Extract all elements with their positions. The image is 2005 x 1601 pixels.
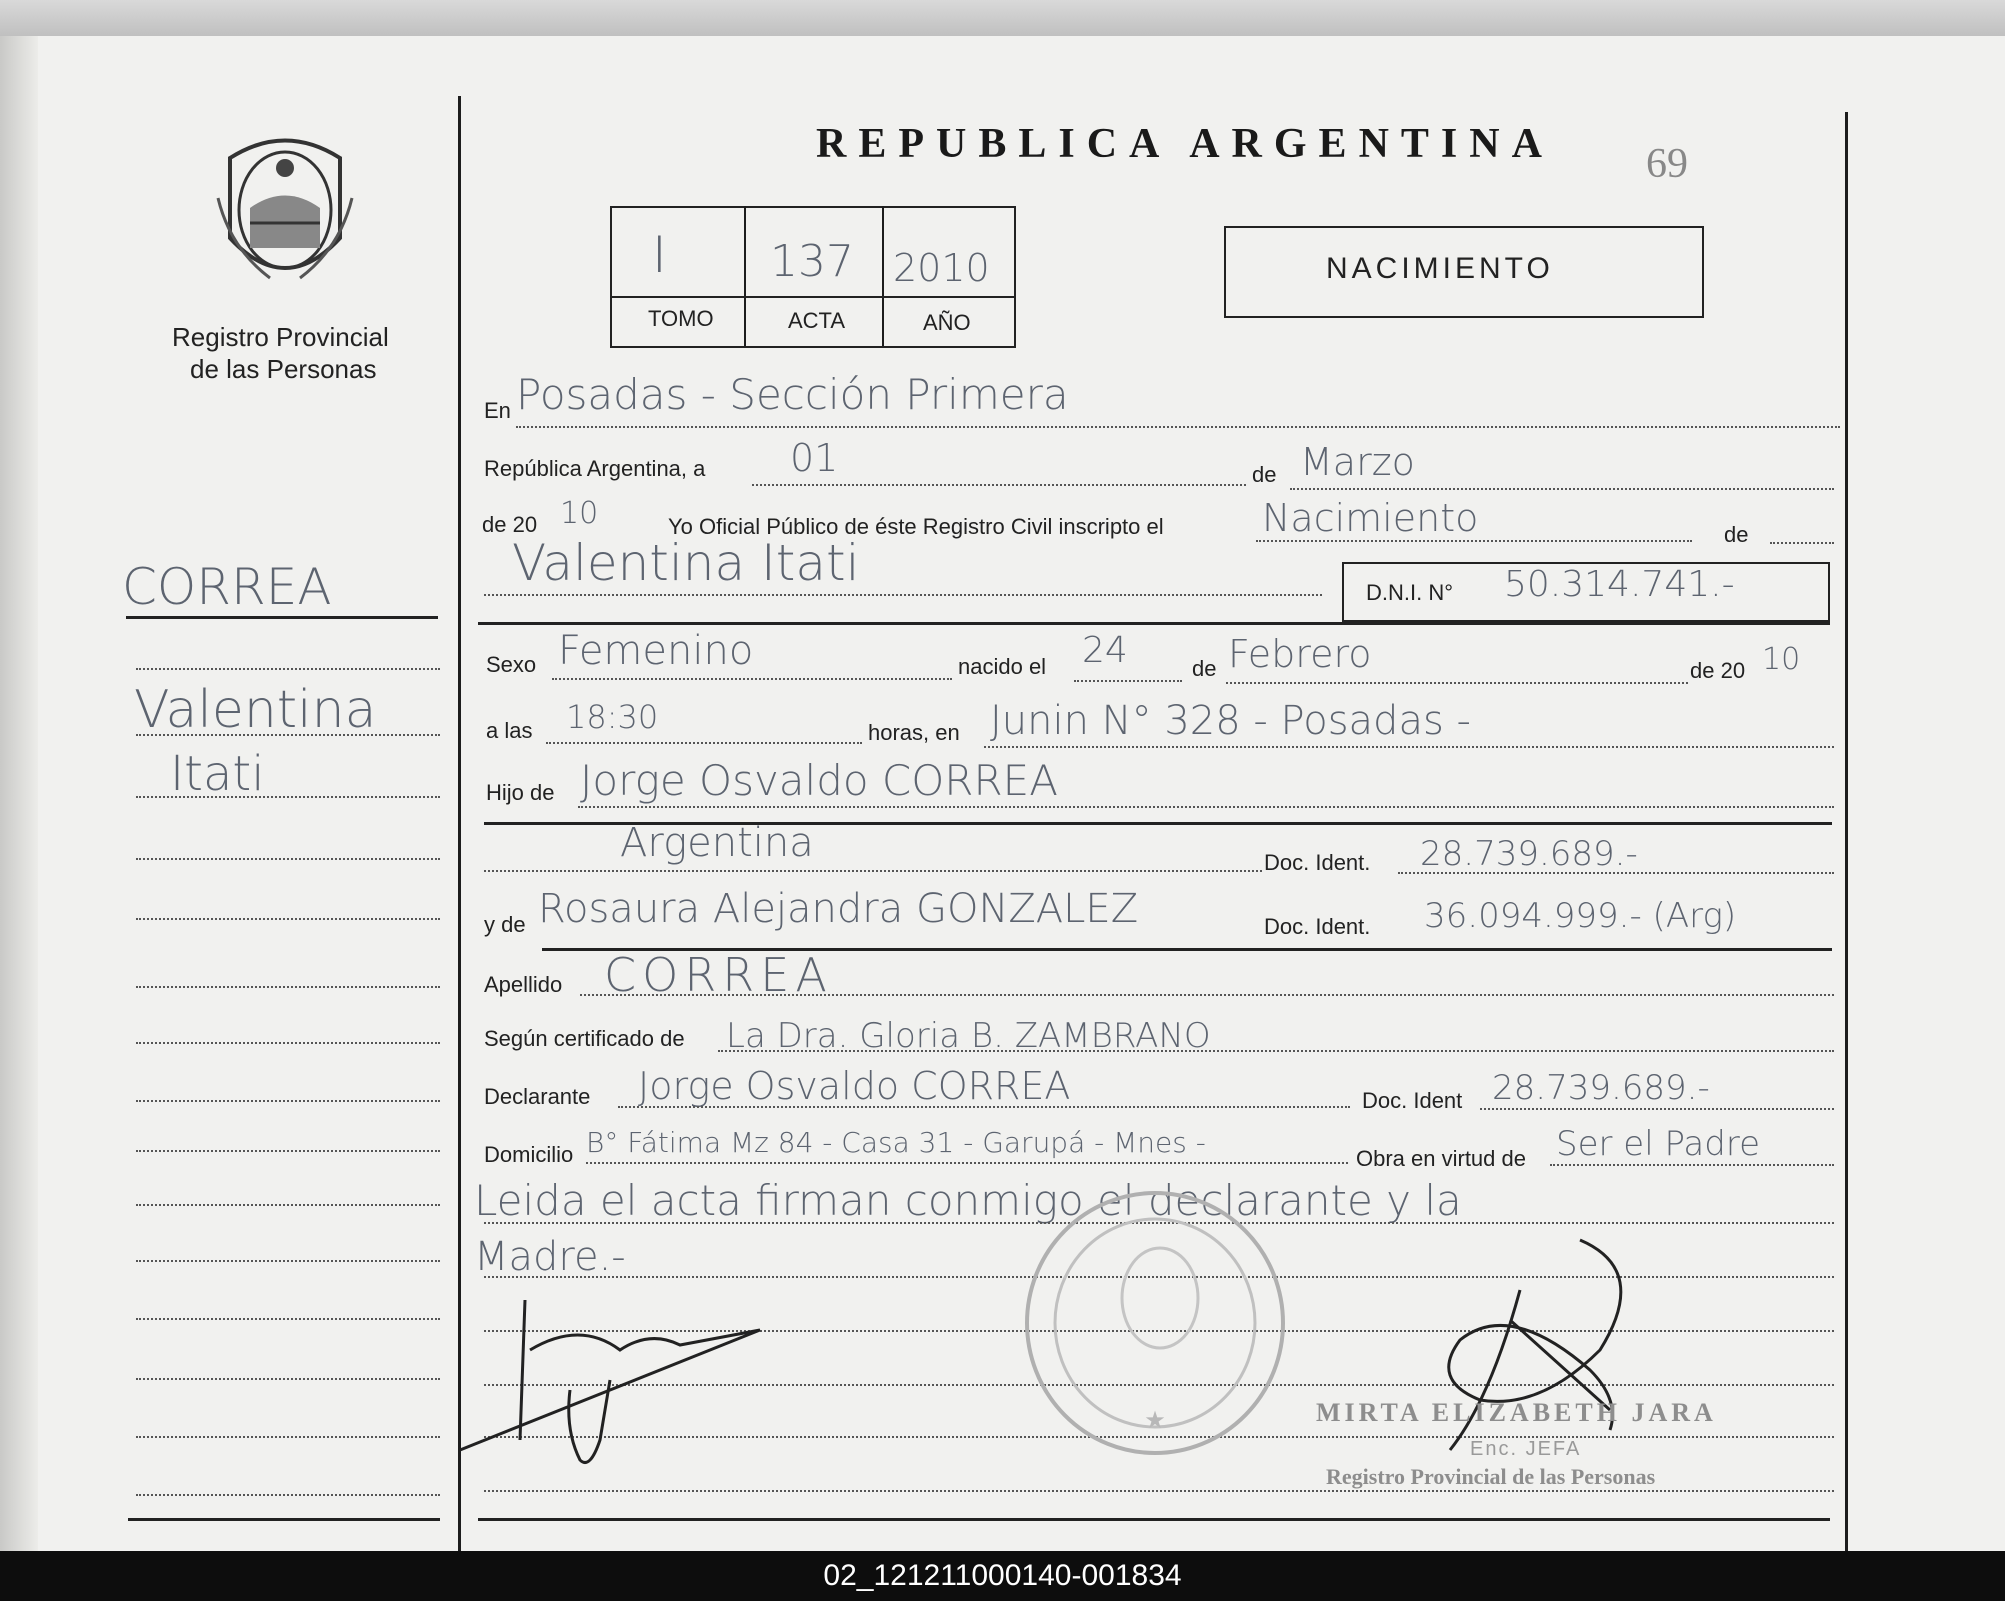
observation-line2: Madre.-: [474, 1234, 626, 1280]
image-footer: [0, 1551, 2005, 1601]
birth-year-suffix: 10: [1762, 642, 1801, 677]
place-value: Junin N° 328 - Posadas -: [990, 698, 1471, 744]
observation-line1: Leida el acta firman conmigo el declarante y la: [474, 1176, 1462, 1225]
margin-name-line2: Itati: [170, 746, 265, 802]
doc-ident-label: Doc. Ident.: [1264, 850, 1371, 875]
de20-label: de 20: [1690, 658, 1746, 683]
oficial-label: Yo Oficial Público de éste Registro Civil inscripto el: [668, 514, 1164, 539]
segun-label: Según certificado de: [484, 1026, 685, 1051]
dni-label: D.N.I. N°: [1366, 580, 1454, 605]
yde-label: y de: [484, 912, 526, 937]
apellido-label: Apellido: [484, 972, 563, 997]
registry-name-line2: de las Personas: [190, 354, 377, 384]
father-name: Jorge Osvaldo CORREA: [580, 756, 1058, 805]
mother-doc: 36.094.999.- (Arg): [1424, 896, 1737, 936]
officer-role: Enc. JEFA: [1470, 1438, 1582, 1460]
provincial-seal-icon: [210, 128, 360, 296]
year-suffix: 10: [560, 496, 599, 531]
apellido-value: CORREA: [604, 948, 833, 1002]
hour-value: 18:30: [566, 698, 659, 736]
year-prefix-label: de 20: [482, 512, 538, 537]
margin-surname: CORREA: [122, 558, 332, 616]
declarante-doc: 28.739.689.-: [1492, 1068, 1710, 1108]
anio-value: 2010: [893, 246, 990, 290]
horas-label: horas, en: [868, 720, 960, 745]
margin-name-line1: Valentina: [134, 680, 377, 740]
mother-name: Rosaura Alejandra GONZALEZ: [538, 886, 1139, 932]
doc-ident-label3: Doc. Ident: [1362, 1088, 1463, 1113]
segun-value: La Dra. Gloria B. ZAMBRANO: [726, 1016, 1211, 1056]
official-stamp-icon: [1020, 1188, 1290, 1458]
record-type: NACIMIENTO: [1326, 252, 1554, 285]
officer-signature-icon: [1360, 1230, 1660, 1470]
de-label: de: [1252, 462, 1277, 487]
page-number: 69: [1646, 141, 1688, 187]
child-name: Valentina Itati: [512, 534, 860, 592]
document-title: REPUBLICA ARGENTINA: [816, 121, 1554, 167]
acta-value: 137: [770, 236, 854, 287]
sexo-label: Sexo: [486, 652, 537, 677]
father-nationality: Argentina: [620, 820, 814, 866]
hijo-label: Hijo de: [486, 780, 555, 805]
dni-value: 50.314.741.-: [1504, 564, 1735, 605]
sexo-value: Femenino: [558, 628, 754, 674]
book-spine: [0, 36, 38, 1551]
republica-label: República Argentina, a: [484, 456, 706, 481]
birth-day: 24: [1082, 630, 1128, 671]
declarante-label: Declarante: [484, 1084, 591, 1109]
en-value: Posadas - Sección Primera: [516, 370, 1069, 419]
de2-label: de: [1724, 522, 1749, 547]
month-value: Marzo: [1300, 440, 1415, 484]
day-value: 01: [790, 436, 839, 480]
obra-value: Ser el Padre: [1556, 1124, 1760, 1164]
en-label: En: [484, 398, 511, 423]
officer-name: MIRTA ELIZABETH JARA: [1316, 1398, 1717, 1427]
acta-label: ACTA: [788, 308, 846, 333]
alas-label: a las: [486, 718, 533, 743]
domicilio-value: B° Fátima Mz 84 - Casa 31 - Garupá - Mnes -: [586, 1126, 1206, 1159]
registry-name-line1: Registro Provincial: [172, 322, 389, 352]
tomo-value: I: [652, 226, 667, 284]
de3-label: de: [1192, 656, 1217, 681]
birth-month: Febrero: [1228, 632, 1372, 676]
domicilio-label: Domicilio: [484, 1142, 574, 1167]
father-doc: 28.739.689.-: [1420, 834, 1638, 874]
doc-ident-label2: Doc. Ident.: [1264, 914, 1371, 939]
anio-label: AÑO: [923, 310, 971, 335]
nacido-label: nacido el: [958, 654, 1047, 679]
image-code: 02_121211000140-001834: [823, 1559, 1182, 1592]
tomo-label: TOMO: [648, 306, 714, 331]
officer-office: Registro Provincial de las Personas: [1326, 1464, 1656, 1489]
desk-background: [0, 0, 2005, 40]
svg-text:★: ★: [1144, 1407, 1166, 1434]
obra-label: Obra en virtud de: [1356, 1146, 1526, 1171]
inscripto-value: Nacimiento: [1262, 496, 1479, 540]
declarante-value: Jorge Osvaldo CORREA: [638, 1064, 1071, 1108]
declarant-signature-icon: [440, 1290, 780, 1500]
